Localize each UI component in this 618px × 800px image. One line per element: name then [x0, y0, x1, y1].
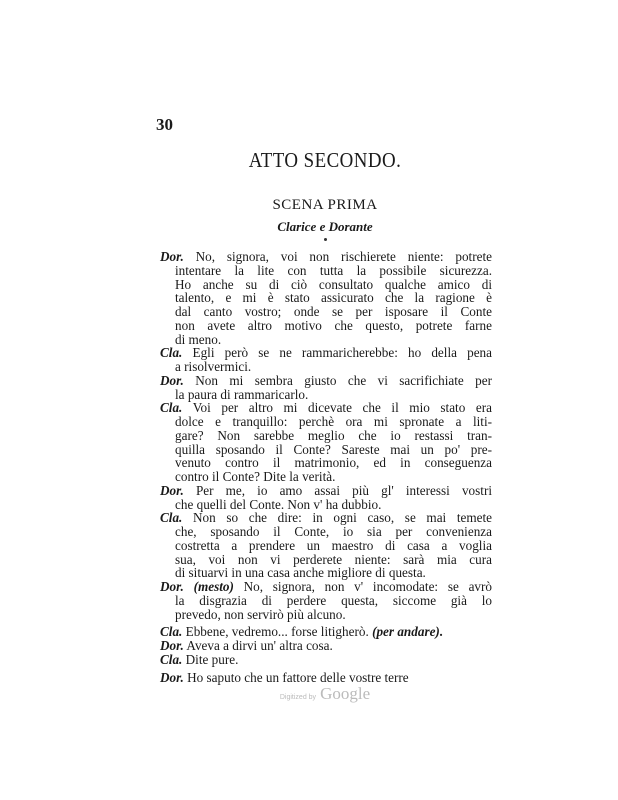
line-text: non avete altro motivo che questo, potrete farne [175, 317, 492, 333]
speech [160, 625, 492, 639]
speaker-name: Dor. [160, 482, 184, 498]
text-line [160, 539, 492, 553]
ornament-dot [324, 238, 327, 241]
text-line [160, 443, 492, 457]
text-line [160, 374, 492, 388]
text-line [160, 264, 492, 278]
speech [160, 346, 492, 374]
text-line [160, 319, 492, 333]
speaker-name: Cla. [160, 651, 183, 667]
text-line [160, 553, 492, 567]
line-text: la disgrazia di perdere questa, siccome già lo [175, 592, 492, 608]
speaker-name: Cla. [160, 400, 183, 416]
text-line [160, 498, 492, 512]
text-line [160, 250, 492, 264]
line-text: Ebbene, vedremo... forse litigherò. [185, 624, 369, 640]
text-line [160, 608, 492, 622]
line-text: che quelli del Conte. Non v' ha dubbio. [175, 496, 382, 512]
speaker-name: Cla. [160, 510, 183, 526]
speaker-name: Dor. [160, 372, 184, 388]
line-text: gare? Non sarebbe meglio che io restassi tran- [175, 427, 492, 443]
speech [160, 250, 492, 346]
text-line [160, 333, 492, 347]
line-text: dal canto vostro; onde se per isposare il Conte [175, 304, 492, 319]
text-line [160, 594, 492, 608]
line-text: intentare la lite con tutta la possibile sicurezza. [175, 262, 492, 278]
scene-heading: SCENA PRIMA [272, 197, 378, 213]
speech [160, 374, 492, 402]
line-text: contro il Conte? Dite la verità. [175, 469, 336, 484]
page-number: 30 [156, 115, 173, 134]
text-line [160, 525, 492, 539]
line-text: venuto contro il matrimonio, ed in conseguenza [175, 455, 492, 471]
line-text: Voi per altro mi dicevate che il mio stato era [192, 400, 492, 416]
text-line [160, 291, 492, 305]
watermark [0, 684, 618, 704]
line-text: di situarvi in una casa anche migliore di questa. [175, 565, 426, 581]
dialogue-text [160, 250, 492, 684]
line-text: Non so che dire: in ogni caso, se mai temete [193, 510, 492, 526]
line-text: Dite pure. [185, 651, 239, 667]
line-text: Aveva a dirvi un' altra cosa. [186, 638, 333, 653]
stage-direction: (mesto) [193, 579, 234, 594]
speech [160, 639, 492, 653]
line-text: Egli però se ne rammaricherebbe: ho della pena [192, 345, 492, 361]
line-text: la paura di rammaricarlo. [175, 386, 309, 402]
speaker-name: Cla. [160, 624, 183, 640]
line-text: Per me, io amo assai più gl' interessi vostri [195, 482, 492, 498]
speaker-name: Dor. [160, 249, 184, 264]
text-line [160, 305, 492, 319]
text-line [160, 456, 492, 470]
text-line [160, 511, 492, 525]
text-line [160, 639, 492, 653]
line-text: che, sposando il Conte, io sia per convenienza [175, 524, 492, 539]
line-text: prevedo, non servirò più alcuno. [175, 606, 346, 622]
text-line [160, 625, 492, 639]
watermark-prefix: Digitized by [279, 694, 317, 701]
line-text: No, signora, voi non rischierete niente: potrete [195, 249, 492, 264]
speaker-name: Dor. [160, 638, 184, 653]
line-text: costretta a prendere un maestro di casa a voglia [175, 537, 492, 553]
speech [160, 484, 492, 512]
text-line [160, 653, 492, 667]
characters-line: Clarice e Dorante [277, 219, 373, 234]
text-line [160, 346, 492, 360]
line-text: talento, e mi è stato assicurato che la ragione è [175, 290, 492, 306]
speech [160, 511, 492, 580]
text-line [160, 388, 492, 402]
act-title: ATTO SECONDO. [248, 148, 402, 172]
text-line [160, 671, 492, 685]
speech [160, 653, 492, 667]
line-text: Ho saputo che un fattore delle vostre terre [187, 669, 409, 685]
speaker-name: Dor. [160, 579, 184, 594]
speech [160, 671, 492, 685]
text-line [160, 484, 492, 498]
text-line [160, 566, 492, 580]
speaker-name: Cla. [160, 345, 183, 361]
speech [160, 580, 492, 621]
line-text: No, signora, non v' incomodate: se avrò [243, 579, 492, 594]
line-text: Ho anche su di ciò consultato qualche amico di [175, 276, 492, 292]
text-line [160, 415, 492, 429]
line-text: sua, voi non vi perderete niente: sarà mia cura [175, 551, 492, 567]
speech [160, 401, 492, 484]
line-text: di meno. [175, 331, 222, 347]
text-line [160, 429, 492, 443]
stage-direction: (per andare). [372, 624, 444, 640]
text-line [160, 580, 492, 594]
line-text: quilla sposando il Conte? Sareste mai un po' pre- [175, 441, 492, 457]
line-text: dolce e tranquillo: perchè ora mi spronate a liti- [175, 414, 492, 429]
speaker-name: Dor. [160, 669, 184, 685]
text-line [160, 278, 492, 292]
text-line [160, 470, 492, 484]
text-line [160, 401, 492, 415]
line-text: Non mi sembra giusto che vi sacrifichiate per [195, 372, 492, 388]
google-logo: Google [320, 684, 371, 703]
line-text: a risolvermici. [175, 359, 252, 374]
text-line [160, 360, 492, 374]
